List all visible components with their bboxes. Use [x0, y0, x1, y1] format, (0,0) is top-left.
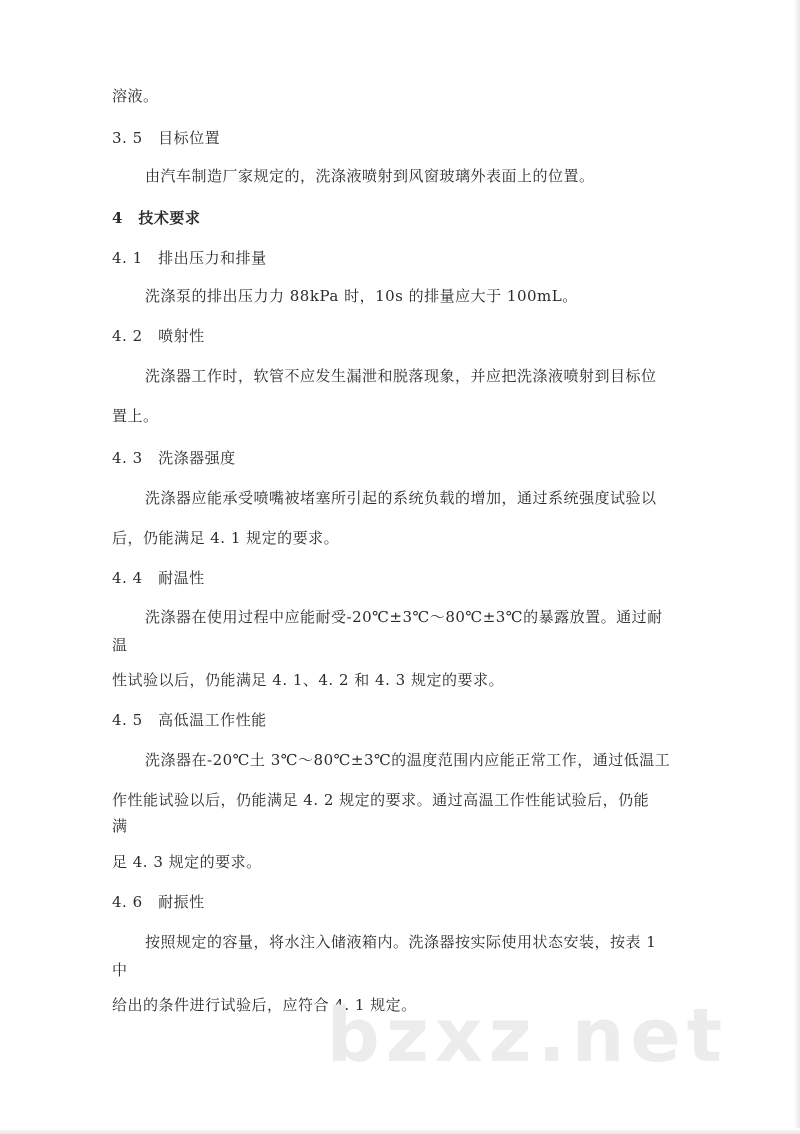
section-heading-4-5: 4. 5 高低温工作性能: [112, 711, 267, 729]
page-edge-shadow: [794, 0, 800, 1134]
section-heading-4-3: 4. 3 洗涤器强度: [112, 449, 236, 467]
text-line: 置上。: [112, 407, 159, 425]
section-heading-4: 4 技术要求: [112, 209, 201, 227]
text-line: 洗涤泵的排出压力力 88kPa 时，10s 的排量应大于 100mL。: [145, 287, 578, 305]
text-line: 足 4. 3 规定的要求。: [112, 853, 262, 871]
text-line: 由汽车制造厂家规定的，洗涤液喷射到风窗玻璃外表面上的位置。: [145, 167, 595, 185]
text-line: 洗涤器在使用过程中应能耐受-20℃±3℃～80℃±3℃的暴露放置。通过耐: [145, 608, 663, 626]
text-line: 性试验以后，仍能满足 4. 1、4. 2 和 4. 3 规定的要求。: [112, 671, 504, 689]
section-heading-4-4: 4. 4 耐温性: [112, 569, 205, 587]
text-line: 洗涤器工作时，软管不应发生漏泄和脱落现象，并应把洗涤液喷射到目标位: [145, 367, 657, 385]
text-line: 洗涤器应能承受喷嘴被堵塞所引起的系统负载的增加，通过系统强度试验以: [145, 489, 657, 507]
section-heading-4-2: 4. 2 喷射性: [112, 327, 205, 345]
text-line: 按照规定的容量，将水注入储液箱内。洗涤器按实际使用状态安装，按表 1: [145, 933, 657, 951]
section-heading-4-1: 4. 1 排出压力和排量: [112, 249, 267, 267]
text-line: 溶液。: [112, 87, 159, 105]
watermark: bzxz.net: [326, 993, 728, 1079]
text-line: 作性能试验以后，仍能满足 4. 2 规定的要求。通过高温工作性能试验后，仍能: [112, 791, 650, 809]
section-heading-4-6: 4. 6 耐振性: [112, 893, 205, 911]
text-line: 中: [112, 961, 128, 979]
section-heading-3-5: 3. 5 目标位置: [112, 129, 221, 147]
text-line: 洗涤器在-20℃土 3℃～80℃±3℃的温度范围内应能正常工作，通过低温工: [145, 751, 671, 769]
text-line: 给出的条件进行试验后，应符合 4. 1 规定。: [112, 996, 417, 1014]
text-line: 满: [112, 817, 128, 835]
text-line: 后，仍能满足 4. 1 规定的要求。: [112, 529, 340, 547]
text-line: 温: [112, 636, 128, 654]
page-edge-shadow: [0, 1128, 800, 1134]
